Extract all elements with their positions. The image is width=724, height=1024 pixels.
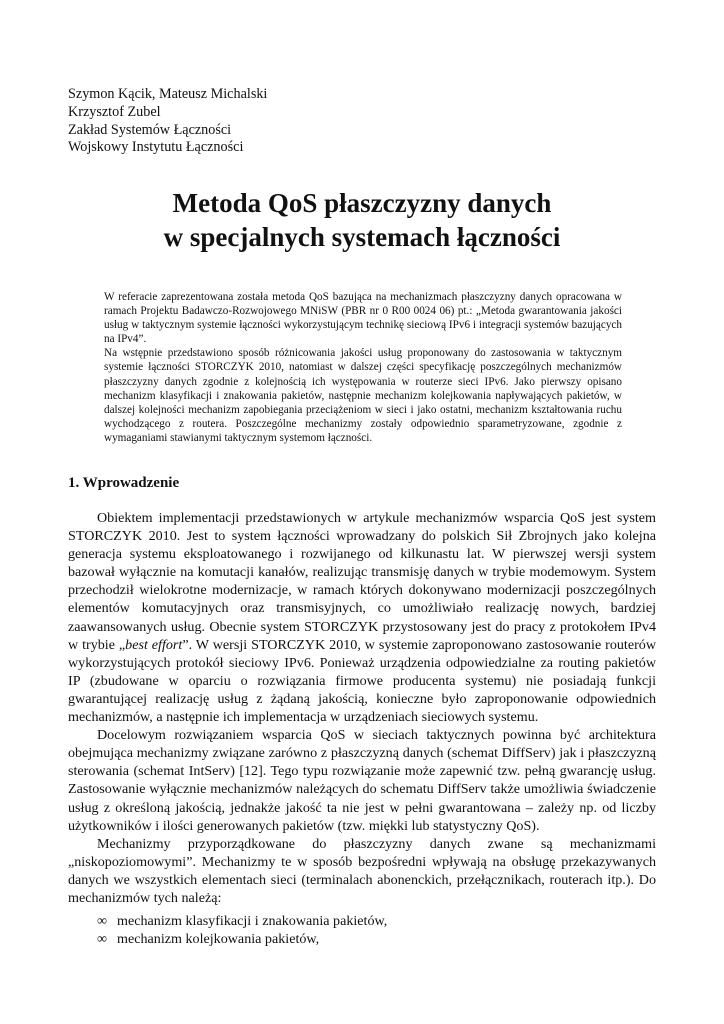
abstract-paragraph-1: W referacie zaprezentowana została metoda QoS bazująca na mechanizmach płaszczyzny danych opracowana w ramach Projektu Badawczo-Rozwojowego MNiSW (PBR nr 0 R00 0024 06) pt.: „Metoda gwarantowania jakości usług w taktycznym systemie łączności wykorzystującym technikę sieciową IPv6 i integracji systemów bazujących na IPv4”. (104, 291, 622, 346)
list-item (97, 930, 387, 948)
abstract-paragraph-2: Na wstępnie przedstawiono sposób różnicowania jakości usług proponowany do zastosowania w taktycznym systemie łączności STORCZYK 2010, natomiast w dalszej części specyfikację poszczególnych mechanizmów płaszczyzny danych zgodnie z kolejnością ich występowania w routerze sieci IPv6. Jako pierwszy opisano mechanizm klasyfikacji i znakowania pakietów, następnie mechanizm kolejkowania napływających pakietów, w dalszej kolejności mechanizm zapobiegania przeciążeniom w sieci i jako ostatni, mechanizm kształtowania ruchu wychodzącego z routera. Poszczególne mechanizmy zostały odpowiednio sparametryzowane, zgodnie z wymaganiami stawianymi taktycznym systemom łączności. (104, 347, 622, 444)
list-item-text: mechanizm klasyfikacji i znakowania pakietów, (117, 913, 388, 929)
paper-title-line-1: Metoda QoS płaszczyzny danych (172, 188, 552, 218)
body-text (68, 509, 656, 907)
list-item-text: mechanizm kolejkowania pakietów, (117, 931, 320, 948)
body-paragraph-2: Docelowym rozwiązaniem wsparcia QoS w sieciach taktycznych powinna być architektura obejmująca mechanizmy związane zarówno z płaszczyzną danych (schemat DiffServ) jak i płaszczyzną sterowania (schemat IntServ) [12]. Tego typu rozwiązanie może zapewnić tzw. pełną gwarancję usług. Zastosowanie wyłącznie mechanizmów należących do schematu DiffServ także umożliwia świadczenie usług z określoną jakością, jednakże jakość ta nie jest w pełni gwarantowana – zależy np. od liczby użytkowników i ilości generowanych pakietów (tzw. miękki lub statystyczny QoS). (68, 727, 656, 834)
bullet-list (97, 912, 387, 948)
infinity-bullet-icon: ∞ (97, 931, 108, 948)
body-paragraph-3: Mechanizmy przyporządkowane do płaszczyzny danych zwane są mechanizmami „niskopoziomowymi”. Mechanizmy te w sposób bezpośredni wpływają na obsługę przekazywanych danych we wszystkich elementach sieci (terminalach abonenckich, przełącznikach, routerach itp.). Do mechanizmów tych należą: (68, 835, 656, 906)
affiliation-institute: Wojskowy Instytutu Łączności (68, 139, 244, 156)
affiliation-department: Zakład Systemów Łączności (68, 121, 232, 138)
section-heading: 1. Wprowadzenie (68, 475, 180, 491)
infinity-bullet-icon: ∞ (97, 913, 108, 929)
body-paragraph-1 (68, 509, 656, 726)
author-names-line: Szymon Kącik, Mateusz Michalski (68, 86, 268, 102)
abstract (104, 290, 622, 445)
paragraph-text: ”. W wersji STORCZYK 2010, w systemie zaproponowano zastosowanie routerów wykorzystujących protokół sieciowy IPv6. Ponieważ urządzenia odpowiedzialne za routing pakietów IP (zbudowane w oparciu o rozwiązania firmowe producenta systemu) nie posiadają funkcji gwarantującej realizację usług z żądaną jakością, konieczne było zaproponowanie odpowiednich mechanizmów, a następnie ich implementacja w urządzeniach sieciowych systemu. (68, 636, 657, 726)
author-names-line: Krzysztof Zubel (68, 103, 161, 120)
list-item (97, 912, 387, 930)
paragraph-text: Obiektem implementacji przedstawionych w artykule mechanizmów wsparcia QoS jest system STORCZYK 2010. Jest to system łączności wprowadzany do polskich Sił Zbrojnych jako kolejna generacja systemu eksploatowanego i rozwijanego od kilkunastu lat. W pierwszej wersji system bazował wyłącznie na komutacji kanałów, realizując transmisję danych w trybie modemowym. System przechodził wielokrotne modernizacje, w ramach których dokonywano modernizacji poszczególnych elementów komutacyjnych oraz transmisyjnych, co umożliwiało realizację nowych, bardziej zaawansowanych usług. Obecnie system STORCZYK przystosowany jest do pracy z protokołem IPv4 w trybie „ (68, 510, 656, 653)
author-block (68, 86, 267, 157)
emphasized-term: best effort (125, 636, 183, 653)
paper-title-line-2: w specjalnych systemach łączności (163, 222, 561, 252)
paper-title (0, 186, 724, 254)
